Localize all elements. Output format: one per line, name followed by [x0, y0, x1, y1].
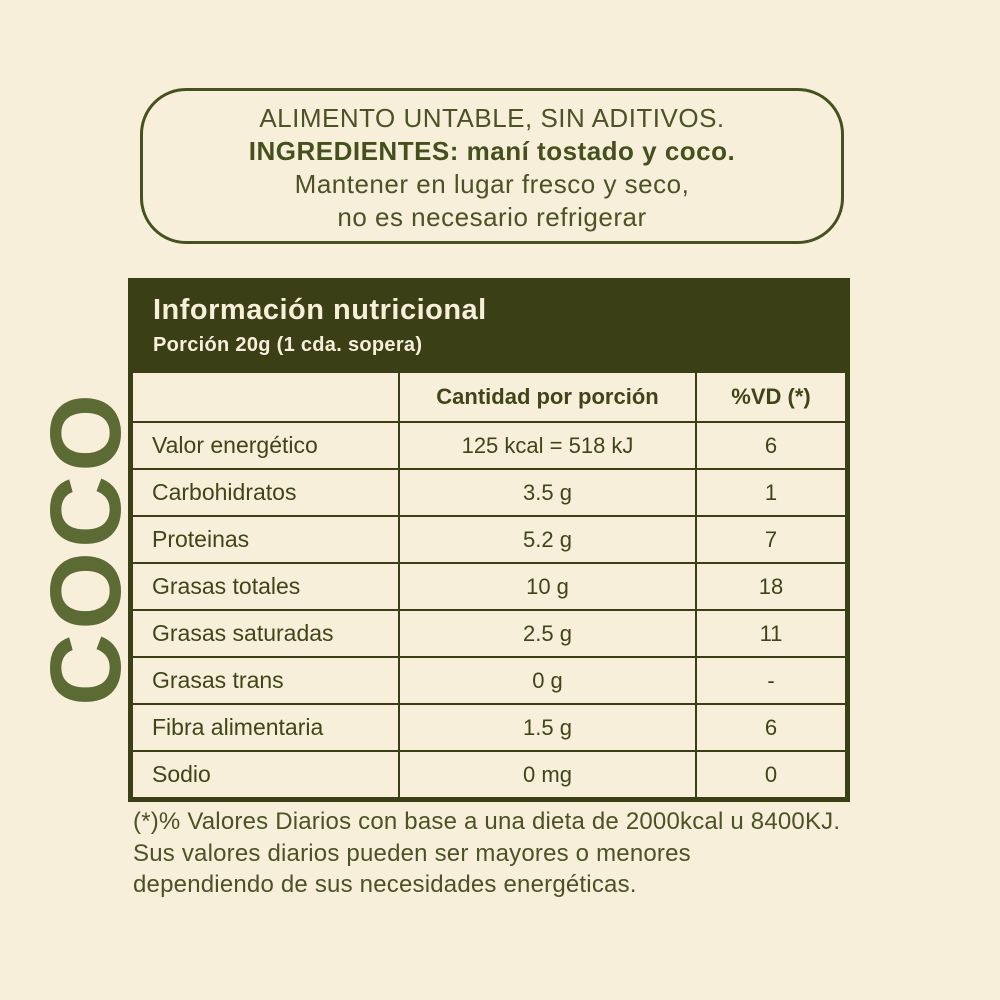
amount-column-header: Cantidad por porción: [399, 372, 696, 422]
nutrient-label: Proteinas: [132, 516, 399, 563]
nutrient-vd: 0: [696, 751, 846, 798]
nutrient-row: [132, 516, 846, 563]
corner-cell: [132, 372, 399, 422]
nutrient-row: [132, 563, 846, 610]
nutrient-row: [132, 610, 846, 657]
nutrient-amount: 0 mg: [399, 751, 696, 798]
storage-instructions-line1: Mantener en lugar fresco y seco,: [294, 169, 690, 199]
nutrition-facts-panel: [128, 278, 850, 802]
nutrition-title: Información nutricional: [153, 294, 487, 326]
nutrition-table: [131, 371, 847, 799]
nutrient-amount: 3.5 g: [399, 469, 696, 516]
nutrient-vd: -: [696, 657, 846, 704]
nutrient-row: [132, 704, 846, 751]
nutrient-vd: 18: [696, 563, 846, 610]
nutrient-amount: 5.2 g: [399, 516, 696, 563]
table-header-row: [132, 372, 846, 422]
nutrient-label: Sodio: [132, 751, 399, 798]
portion-size-text: Porción 20g (1 cda. sopera): [153, 334, 423, 356]
nutrient-amount: 125 kcal = 518 kJ: [399, 422, 696, 469]
nutrient-vd: 7: [696, 516, 846, 563]
nutrient-amount: 2.5 g: [399, 610, 696, 657]
nutrient-row: [132, 469, 846, 516]
footnote-line: Sus valores diarios pueden ser mayores o menores: [133, 839, 691, 867]
daily-values-footnote: [133, 806, 863, 901]
nutrient-amount: 10 g: [399, 563, 696, 610]
storage-instructions-line2: no es necesario refrigerar: [337, 202, 647, 232]
nutrient-vd: 1: [696, 469, 846, 516]
nutrient-amount: 0 g: [399, 657, 696, 704]
nutrient-label: Valor energético: [132, 422, 399, 469]
nutrient-row: [132, 657, 846, 704]
nutrient-vd: 11: [696, 610, 846, 657]
nutrient-amount: 1.5 g: [399, 704, 696, 751]
ingredients-text: INGREDIENTES: maní tostado y coco.: [248, 136, 736, 166]
vertical-product-name: COCO: [30, 390, 142, 706]
nutrient-row: [132, 751, 846, 798]
nutrient-vd: 6: [696, 422, 846, 469]
nutrient-label: Grasas saturadas: [132, 610, 399, 657]
nutrient-vd: 6: [696, 704, 846, 751]
footnote-line: dependiendo de sus necesidades energéticas.: [133, 871, 637, 898]
nutrient-row: [132, 422, 846, 469]
product-type-text: ALIMENTO UNTABLE, SIN ADITIVOS.: [259, 103, 725, 133]
nutrient-label: Grasas trans: [132, 657, 399, 704]
vd-column-header: %VD (*): [696, 372, 846, 422]
storage-ingredients-box: [140, 88, 844, 244]
nutrient-label: Fibra alimentaria: [132, 704, 399, 751]
nutrition-panel-header: [131, 281, 847, 371]
nutrient-label: Grasas totales: [132, 563, 399, 610]
footnote-line: (*)% Valores Diarios con base a una dieta de 2000kcal u 8400KJ.: [133, 808, 841, 835]
nutrient-label: Carbohidratos: [132, 469, 399, 516]
